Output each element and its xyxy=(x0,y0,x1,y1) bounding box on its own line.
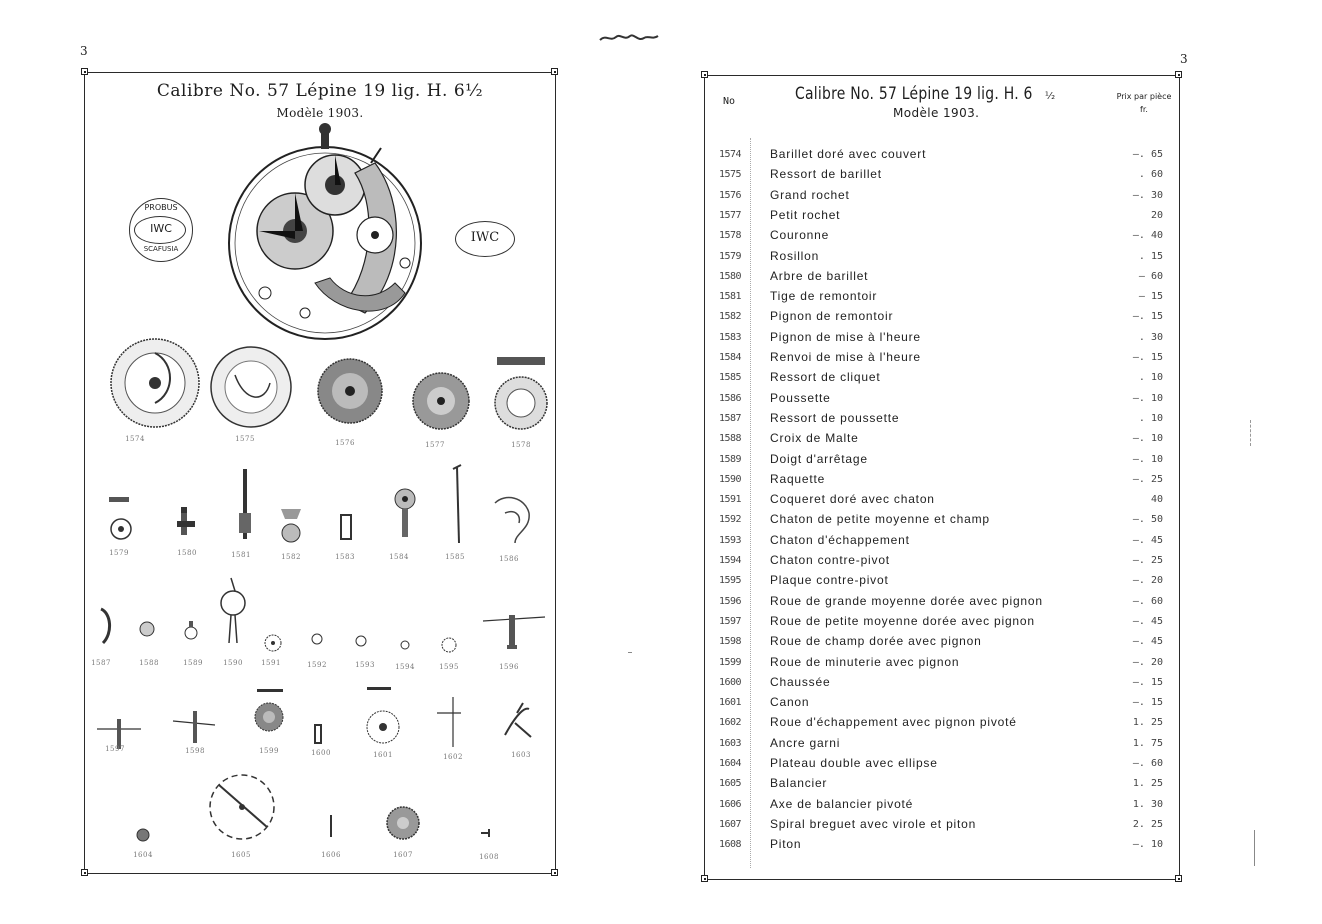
row-no: 1590 xyxy=(719,473,742,485)
row-desc: Poussette xyxy=(770,390,831,405)
chaton-petite-drawing xyxy=(312,634,322,644)
row-no: 1592 xyxy=(719,514,742,526)
table-row xyxy=(719,714,1199,734)
part-label: 1588 xyxy=(139,659,159,667)
row-desc: Plateau double avec ellipse xyxy=(770,756,938,770)
row-price: —. 65 xyxy=(1132,149,1163,160)
row-desc: Raquette xyxy=(770,471,826,486)
part-label: 1589 xyxy=(183,659,203,667)
row-desc: Arbre de barillet xyxy=(770,268,869,283)
row-no: 1601 xyxy=(719,697,742,709)
table-row xyxy=(719,390,1199,410)
row-no: 1589 xyxy=(719,453,742,465)
row-no: 1581 xyxy=(719,291,742,303)
table-row xyxy=(719,633,1199,653)
scan-mark xyxy=(598,30,662,46)
right-table-frame xyxy=(704,75,1180,880)
row-no: 1586 xyxy=(719,392,742,404)
row-desc: Axe de balancier pivoté xyxy=(770,796,914,811)
row-no: 1604 xyxy=(719,758,742,769)
pignon-mise-drawing xyxy=(341,515,351,539)
row-price: —. 25 xyxy=(1132,473,1163,485)
table-row xyxy=(719,207,1199,227)
row-no: 1598 xyxy=(719,636,742,648)
part-label: 1603 xyxy=(511,751,531,759)
row-price: —. 10 xyxy=(1132,433,1163,445)
table-row xyxy=(719,572,1199,592)
row-no: 1607 xyxy=(719,818,742,830)
column-header-no: No xyxy=(723,96,736,107)
part-label: 1577 xyxy=(425,441,445,449)
row-desc: Chaton d'échappement xyxy=(770,532,910,547)
row-no: 1578 xyxy=(719,230,742,242)
table-row xyxy=(719,816,1199,836)
row-no: 1588 xyxy=(719,433,742,445)
row-desc: Plaque contre-pivot xyxy=(770,573,889,588)
table-row xyxy=(719,187,1199,207)
table-title-suffix: ¹⁄₂ xyxy=(1044,91,1056,102)
part-label: 1583 xyxy=(335,553,355,561)
row-price: —. 10 xyxy=(1132,453,1163,465)
row-desc: Spiral breguet avec virole et piton xyxy=(770,816,977,831)
row-price: 2. 25 xyxy=(1132,818,1163,830)
canon-drawing xyxy=(367,687,399,743)
frame-corner xyxy=(1175,71,1182,78)
row-price: —. 10 xyxy=(1132,392,1163,404)
row-no: 1582 xyxy=(719,311,742,323)
row-price: —. 50 xyxy=(1132,514,1163,526)
chaton-contre-drawing xyxy=(401,641,409,649)
row-price: —. 25 xyxy=(1132,555,1163,566)
part-label: 1606 xyxy=(321,851,341,859)
row-desc: Ancre garni xyxy=(770,735,841,750)
row-no: 1606 xyxy=(719,798,742,810)
table-row xyxy=(719,654,1199,674)
row-no: 1605 xyxy=(719,778,742,790)
table-row xyxy=(719,248,1199,268)
row-no: 1585 xyxy=(719,372,742,384)
margin-mark xyxy=(628,652,632,653)
row-price: . 60 xyxy=(1138,169,1163,181)
roue-champ-drawing xyxy=(173,711,215,743)
row-desc: Roue d'échappement avec pignon pivoté xyxy=(770,715,1017,730)
frame-corner xyxy=(551,869,558,876)
table-row xyxy=(719,755,1199,775)
table-title xyxy=(795,84,1055,104)
column-header-price xyxy=(1109,90,1179,116)
part-label: 1587 xyxy=(91,659,111,667)
croix-malte-drawing xyxy=(140,622,154,636)
row-price: —. 60 xyxy=(1132,595,1163,607)
margin-mark xyxy=(1250,420,1252,446)
part-label: 1585 xyxy=(445,553,465,561)
row-price: —. 10 xyxy=(1132,839,1163,851)
table-row xyxy=(719,288,1199,308)
part-label: 1604 xyxy=(133,851,153,859)
row-no: 1580 xyxy=(719,270,742,282)
row-desc: Chaussée xyxy=(770,674,831,689)
part-label: 1601 xyxy=(373,751,393,759)
row-desc: Ressort de cliquet xyxy=(770,370,881,385)
row-no: 1596 xyxy=(719,595,742,607)
tige-drawing xyxy=(239,469,251,539)
row-no: 1579 xyxy=(719,250,742,262)
arbre-drawing xyxy=(177,507,195,535)
row-price: —. 60 xyxy=(1132,758,1163,769)
row-no: 1576 xyxy=(719,189,742,201)
row-desc: Ressort de barillet xyxy=(770,167,882,182)
row-no: 1595 xyxy=(719,575,742,587)
chaton-echap-drawing xyxy=(356,636,366,646)
part-label: 1578 xyxy=(511,441,531,449)
row-desc: Ressort de poussette xyxy=(770,410,900,425)
roue-echap-drawing xyxy=(437,697,461,747)
row-desc: Roue de grande moyenne dorée avec pignon xyxy=(770,593,1043,608)
row-price: —. 15 xyxy=(1132,311,1163,323)
spiral-drawing xyxy=(387,807,419,839)
table-row xyxy=(719,491,1199,511)
ancre-drawing xyxy=(505,703,531,737)
row-no: 1594 xyxy=(719,555,742,566)
frame-corner xyxy=(551,68,558,75)
row-no: 1602 xyxy=(719,717,742,729)
left-page-title: Calibre No. 57 Lépine 19 lig. H. 6¹⁄₂ xyxy=(156,81,484,101)
part-label: 1590 xyxy=(223,659,243,667)
row-price: 20 xyxy=(1150,209,1163,221)
frame-corner xyxy=(701,71,708,78)
row-price: . 10 xyxy=(1138,412,1163,424)
part-label: 1597 xyxy=(105,745,125,753)
table-row xyxy=(719,451,1199,471)
poussette-drawing xyxy=(495,498,529,543)
row-desc: Coqueret doré avec chaton xyxy=(770,492,935,507)
table-row xyxy=(719,329,1199,349)
part-label: 1582 xyxy=(281,553,301,561)
table-subtitle: Modèle 1903. xyxy=(893,106,980,120)
row-no: 1591 xyxy=(719,494,742,506)
frame-corner xyxy=(701,875,708,882)
row-price: —. 30 xyxy=(1132,189,1163,201)
table-row xyxy=(719,227,1199,247)
ressort-drawing xyxy=(211,347,291,427)
roue-grande-drawing xyxy=(483,615,545,649)
chaussee-drawing xyxy=(315,725,321,743)
table-row xyxy=(719,268,1199,288)
row-desc: Canon xyxy=(770,695,810,710)
row-desc: Chaton de petite moyenne et champ xyxy=(770,512,990,527)
row-desc: Renvoi de mise à l'heure xyxy=(770,350,921,364)
row-desc: Piton xyxy=(770,837,802,852)
row-price: 1. 25 xyxy=(1132,778,1163,790)
frame-corner xyxy=(1175,875,1182,882)
roue-minuterie-drawing xyxy=(255,689,283,731)
row-price: 1. 30 xyxy=(1132,798,1163,810)
plaque-drawing xyxy=(442,638,456,652)
parts-list xyxy=(719,146,1163,866)
table-row xyxy=(719,511,1199,531)
row-desc: Couronne xyxy=(770,228,830,243)
table-row xyxy=(719,532,1199,552)
table-row xyxy=(719,430,1199,450)
petit-rochet-drawing xyxy=(413,373,469,429)
row-price: 1. 75 xyxy=(1132,737,1163,749)
doigt-drawing xyxy=(185,621,197,639)
row-desc: Roue de minuterie avec pignon xyxy=(770,654,960,669)
row-desc: Tige de remontoir xyxy=(770,289,878,304)
row-price: — 60 xyxy=(1138,270,1163,282)
table-row xyxy=(719,146,1199,166)
row-desc: Pignon de remontoir xyxy=(770,309,894,324)
part-label: 1574 xyxy=(125,435,145,443)
row-price: . 15 xyxy=(1138,250,1163,262)
part-label: 1598 xyxy=(185,747,205,755)
table-row xyxy=(719,836,1199,856)
coqueret-drawing xyxy=(265,635,281,651)
logo-middle-text: IWC xyxy=(150,222,172,235)
left-page-subtitle: Modèle 1903. xyxy=(276,106,364,120)
row-price: . 30 xyxy=(1138,331,1163,343)
row-price: —. 15 xyxy=(1132,352,1163,363)
part-label: 1600 xyxy=(311,749,331,757)
table-row xyxy=(719,694,1199,714)
couronne-drawing xyxy=(495,357,547,429)
row-desc: Pignon de mise à l'heure xyxy=(770,329,921,344)
row-desc: Balancier xyxy=(770,776,828,791)
table-row xyxy=(719,796,1199,816)
row-desc: Barillet doré avec couvert xyxy=(770,147,927,161)
row-desc: Croix de Malte xyxy=(770,431,859,446)
main-movement xyxy=(229,123,421,339)
margin-mark xyxy=(1254,830,1255,866)
logo-top-text: PROBUS xyxy=(144,203,178,212)
row-no: 1587 xyxy=(719,412,742,424)
row-no: 1575 xyxy=(719,169,742,181)
iwc-lens-text: IWC xyxy=(470,230,500,245)
price-unit: fr. xyxy=(1140,105,1148,114)
part-label: 1592 xyxy=(307,661,327,669)
row-no: 1603 xyxy=(719,737,742,749)
row-no: 1593 xyxy=(719,534,742,546)
renvoi-drawing xyxy=(395,489,415,537)
row-price: 40 xyxy=(1150,494,1163,506)
row-no: 1574 xyxy=(719,149,742,160)
row-desc: Petit rochet xyxy=(770,207,841,222)
table-row xyxy=(719,349,1199,369)
part-label: 1602 xyxy=(443,753,463,761)
plateau-drawing xyxy=(137,829,149,841)
table-row xyxy=(719,552,1199,572)
part-label: 1581 xyxy=(231,551,251,559)
row-desc: Grand rochet xyxy=(770,187,850,202)
row-price: — 15 xyxy=(1138,291,1163,303)
part-label: 1595 xyxy=(439,663,459,671)
row-desc: Rosillon xyxy=(770,248,820,263)
part-label: 1599 xyxy=(259,747,279,755)
part-label: 1576 xyxy=(335,439,355,447)
part-label: 1586 xyxy=(499,555,519,563)
row-no: 1584 xyxy=(719,352,742,363)
left-plate-frame xyxy=(84,72,556,874)
raquette-drawing xyxy=(221,578,245,643)
row-price: —. 40 xyxy=(1132,230,1163,242)
row-price: —. 45 xyxy=(1132,615,1163,627)
price-label: Prix par pièce xyxy=(1116,92,1172,101)
table-row xyxy=(719,410,1199,430)
frame-corner xyxy=(81,68,88,75)
ressort-cliquet-drawing xyxy=(453,465,461,543)
table-row xyxy=(719,166,1199,186)
part-label: 1584 xyxy=(389,553,409,561)
table-row xyxy=(719,775,1199,795)
part-label: 1593 xyxy=(355,661,375,669)
part-label: 1596 xyxy=(499,663,519,671)
row-price: —. 45 xyxy=(1132,534,1163,546)
row-no: 1577 xyxy=(719,209,742,221)
part-label: 1607 xyxy=(393,851,413,859)
pignon-remontoir-drawing xyxy=(281,509,301,542)
table-row xyxy=(719,613,1199,633)
row-price: —. 20 xyxy=(1132,575,1163,587)
table-title-text: Calibre No. 57 Lépine 19 lig. H. 6 xyxy=(795,84,1033,104)
ressort-poussette-drawing xyxy=(101,609,110,643)
row-price: —. 15 xyxy=(1132,697,1163,709)
row-no: 1597 xyxy=(719,615,742,627)
table-row xyxy=(719,735,1199,755)
row-price: —. 45 xyxy=(1132,636,1163,648)
left-page-number: 3 xyxy=(80,44,88,58)
part-label: 1605 xyxy=(231,851,251,859)
table-row xyxy=(719,674,1199,694)
table-row xyxy=(719,369,1199,389)
part-label: 1608 xyxy=(479,853,499,861)
frame-corner xyxy=(81,869,88,876)
piton-drawing xyxy=(481,829,489,837)
row-no: 1583 xyxy=(719,331,742,343)
row-desc: Roue de champ dorée avec pignon xyxy=(770,634,982,649)
row-desc: Roue de petite moyenne dorée avec pignon xyxy=(770,613,1035,628)
row-price: —. 20 xyxy=(1132,656,1163,668)
table-row xyxy=(719,593,1199,613)
part-label: 1579 xyxy=(109,549,129,557)
part-label: 1575 xyxy=(235,435,255,443)
row-price: 1. 25 xyxy=(1132,717,1163,729)
part-label: 1594 xyxy=(395,663,415,671)
barillet-drawing xyxy=(111,339,199,427)
rosillon-drawing xyxy=(109,497,131,539)
row-price: —. 15 xyxy=(1132,676,1163,688)
part-label: 1591 xyxy=(261,659,281,667)
right-page-number: 3 xyxy=(1180,52,1188,66)
logo-bottom-text: SCAFUSIA xyxy=(143,245,179,253)
row-no: 1608 xyxy=(719,839,742,851)
row-no: 1599 xyxy=(719,656,742,668)
balancier-drawing xyxy=(210,775,274,839)
row-desc: Chaton contre-pivot xyxy=(770,553,890,567)
table-row xyxy=(719,308,1199,328)
row-desc: Doigt d'arrêtage xyxy=(770,451,868,466)
row-price: . 10 xyxy=(1138,372,1163,384)
table-row xyxy=(719,471,1199,491)
grand-rochet-drawing xyxy=(318,359,382,423)
part-label: 1580 xyxy=(177,549,197,557)
row-no: 1600 xyxy=(719,676,742,688)
